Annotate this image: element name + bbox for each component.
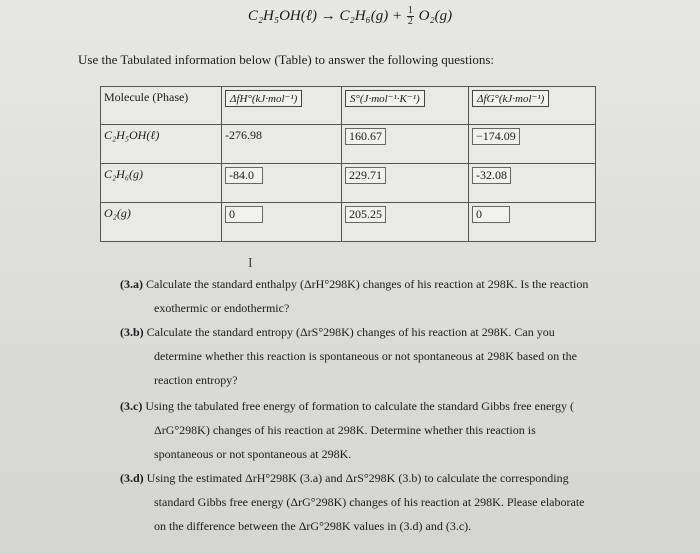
table-row bbox=[101, 203, 596, 242]
row-gibbs: −174.09 bbox=[469, 125, 596, 164]
equation-arrow: → bbox=[320, 7, 336, 24]
question-3b bbox=[120, 320, 618, 392]
question-line: reaction entropy? bbox=[154, 373, 238, 387]
row-gibbs: -32.08 bbox=[469, 164, 596, 203]
row-molecule: O₂(g) bbox=[101, 203, 222, 242]
question-line: Calculate the standard enthalpy (ΔrH°298K) changes of his reaction at 298K. Is the reaction bbox=[146, 277, 589, 291]
reaction-equation bbox=[0, 6, 700, 27]
header-enthalpy: ΔfH°(kJ·mol⁻¹) bbox=[222, 87, 342, 125]
equation-plus: + bbox=[392, 7, 403, 24]
row-entropy: 160.67 bbox=[342, 125, 469, 164]
row-enthalpy: 0 bbox=[222, 203, 342, 242]
question-label: (3.d) bbox=[120, 471, 144, 485]
row-enthalpy: -276.98 bbox=[222, 125, 342, 164]
intro-text: Use the Tabulated information below (Table) to answer the following questions: bbox=[78, 52, 495, 67]
equation-product-1: C₂H₆(g) bbox=[339, 7, 389, 24]
question-label: (3.a) bbox=[120, 277, 143, 291]
thermo-table bbox=[100, 86, 596, 242]
equation-reactant: C₂H₅OH(ℓ) bbox=[247, 7, 317, 24]
header-entropy: S°(J·mol⁻¹·K⁻¹) bbox=[342, 87, 469, 125]
row-entropy: 205.25 bbox=[342, 203, 469, 242]
question-line: Calculate the standard entropy (ΔrS°298K) changes of his reaction at 298K. Can you bbox=[146, 325, 555, 339]
question-line: ΔrG°298K) changes of his reaction at 298K. Determine whether this reaction is bbox=[154, 423, 536, 437]
question-line: exothermic or endothermic? bbox=[154, 301, 290, 315]
row-enthalpy: -84.0 bbox=[222, 164, 342, 203]
fraction-denominator: 2 bbox=[407, 16, 413, 27]
row-molecule: C₂H₆(g) bbox=[101, 164, 222, 203]
row-entropy: 229.71 bbox=[342, 164, 469, 203]
question-3c bbox=[120, 394, 618, 466]
question-line: standard Gibbs free energy (ΔrG°298K) changes of his reaction at 298K. Please elaborate bbox=[154, 495, 585, 509]
question-line: on the difference between the ΔrG°298K values in (3.d) and (3.c). bbox=[154, 519, 472, 533]
equation-product-2: O₂(g) bbox=[418, 7, 453, 24]
question-3a bbox=[120, 272, 618, 320]
question-line: Using the estimated ΔrH°298K (3.a) and ΔrS°298K (3.b) to calculate the corresponding bbox=[146, 471, 569, 485]
text-cursor-icon: I bbox=[248, 256, 253, 271]
question-line: spontaneous or not spontaneous at 298K. bbox=[154, 447, 352, 461]
table-header-row bbox=[101, 87, 596, 125]
question-label: (3.b) bbox=[120, 325, 144, 339]
fraction-numerator: 1 bbox=[407, 5, 413, 16]
table-row bbox=[101, 164, 596, 203]
question-3d bbox=[120, 466, 618, 538]
question-line: Using the tabulated free energy of formation to calculate the standard Gibbs free energy ( bbox=[145, 399, 575, 413]
table-row bbox=[101, 125, 596, 164]
row-molecule: C₂H₅OH(ℓ) bbox=[101, 125, 222, 164]
question-label: (3.c) bbox=[120, 399, 143, 413]
header-molecule: Molecule (Phase) bbox=[101, 87, 222, 125]
question-line: determine whether this reaction is spontaneous or not spontaneous at 298K based on the bbox=[154, 349, 577, 363]
equation-fraction bbox=[407, 6, 414, 27]
header-gibbs: ΔfG°(kJ·mol⁻¹) bbox=[469, 87, 596, 125]
row-gibbs: 0 bbox=[469, 203, 596, 242]
